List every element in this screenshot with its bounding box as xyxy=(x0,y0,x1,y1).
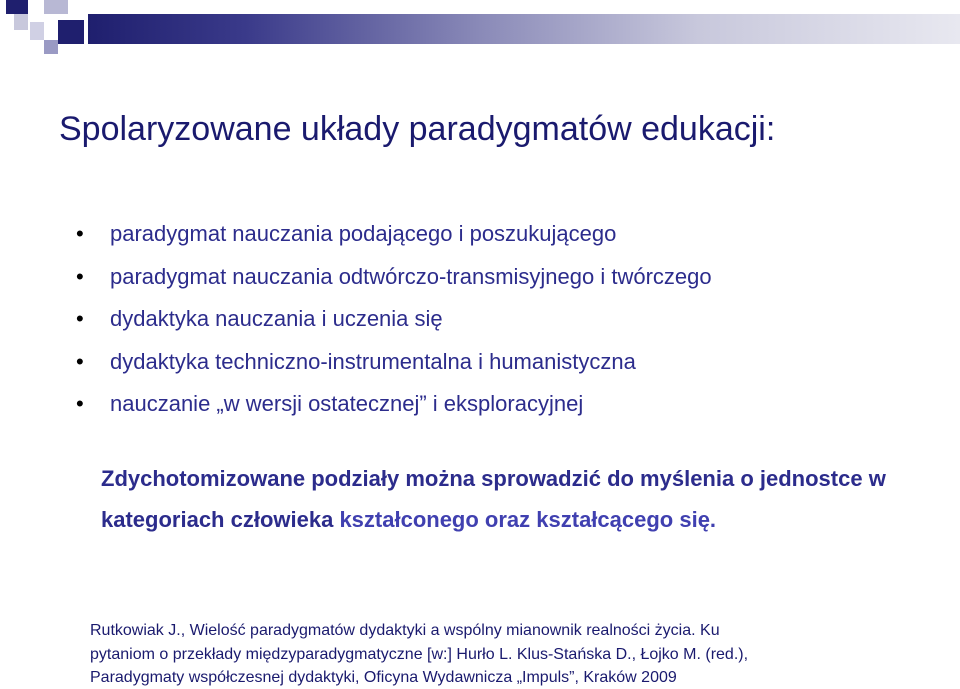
bullet-icon: • xyxy=(76,221,84,246)
bullet-icon: • xyxy=(76,306,84,331)
bullet-item xyxy=(76,342,712,385)
highlight-text: Zdychotomizowane podziały można sprowadzić do myślenia o jednostce w kategoriach człowieka xyxy=(101,466,886,532)
decor-square-6 xyxy=(44,40,58,54)
decor-square-5 xyxy=(58,20,84,44)
bullet-item xyxy=(76,299,712,342)
bullet-text: paradygmat nauczania podającego i poszukującego xyxy=(110,221,617,246)
bullet-list xyxy=(76,214,712,427)
highlight-accent-text: kształconego oraz kształcącego się. xyxy=(339,507,717,532)
reference-line: pytaniom o przekłady międzyparadygmatyczne [w:] Hurło L. Klus-Stańska D., Łojko M. (red.), xyxy=(90,645,749,663)
bullet-icon: • xyxy=(76,391,84,416)
bullet-item xyxy=(76,257,712,300)
bullet-icon: • xyxy=(76,348,84,374)
bullet-item xyxy=(76,214,712,257)
bullet-item xyxy=(76,384,712,427)
reference-line: Rutkowiak J., Wielość paradygmatów dydaktyki a wspólny mianownik realności życia. Ku xyxy=(90,622,720,639)
decor-square-2 xyxy=(44,0,68,14)
bullet-icon: • xyxy=(76,263,84,289)
bullet-text: dydaktyka nauczania i uczenia się xyxy=(110,306,443,331)
highlight-paragraph xyxy=(101,458,901,540)
bullet-text: nauczanie „w wersji ostatecznej” i eksploracyjnej xyxy=(110,391,584,416)
decor-square-4 xyxy=(30,22,44,40)
slide-title: Spolaryzowane układy paradygmatów edukacji: xyxy=(59,110,776,148)
bullet-text: dydaktyka techniczno-instrumentalna i humanistyczna xyxy=(110,348,636,374)
reference-line: Paradygmaty współczesnej dydaktyki, Oficyna Wydawnicza „Impuls”, Kraków 2009 xyxy=(90,669,677,686)
header-gradient-bar xyxy=(88,14,960,44)
bullet-text: paradygmat nauczania odtwórczo-transmisyjnego i twórczego xyxy=(110,263,712,289)
decor-square-1 xyxy=(6,0,28,14)
bibliographic-reference xyxy=(90,619,940,689)
decor-square-3 xyxy=(14,14,28,30)
